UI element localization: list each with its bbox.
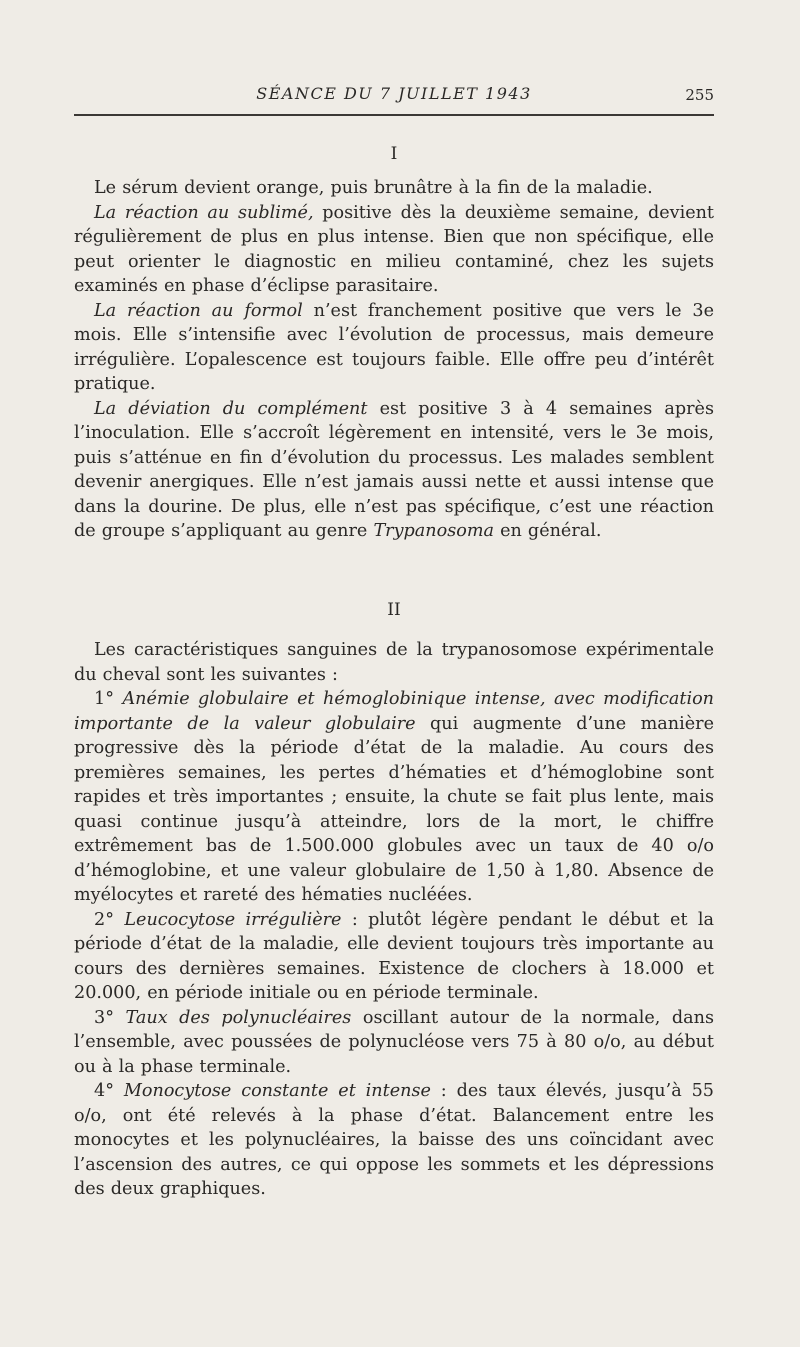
paragraph-formol-text: n’est franchement positive que vers le 3e mois. Elle s’intensifie avec l’évolution de processus, mais demeure irrégulière. L’opalescence est toujours faible. Elle offre peu d’intérêt pratique. (74, 300, 714, 394)
paragraph-serum: Le sérum devient orange, puis brunâtre à la fin de la maladie. (94, 178, 653, 198)
paragraph-complement-end: en général. (494, 521, 602, 541)
item-text: : des taux élevés, jusqu’à 55 o/o, ont été relevés à la phase d’état. Balancement entre les monocytes et les polynucléaires, la baisse des uns coïncidant avec l’ascension des autres, ce qui oppose les sommets et les dépressions des deux graphiques. (74, 1081, 714, 1199)
section-number-2: II (387, 600, 401, 620)
list-item-leucocytose (74, 908, 714, 1006)
item-number: 3° (94, 1007, 114, 1028)
term-leucocytose: Leucocytose irrégulière (124, 909, 342, 930)
genus-trypanosoma: Trypanosoma (373, 521, 494, 541)
page-header (74, 84, 714, 110)
paragraph-complement-text: est positive 3 à 4 semaines après l’inoculation. Elle s’accroît légèrement en intensité, vers le 3e mois, puis s’atténue en fin d’évolution du processus. Les malades semblent devenir anergiques. Elle n’est jamais aussi nette et aussi intense que dans la dourine. De plus, elle n’est pas spécifique, c’est une réaction de groupe s’appliquant au genre (74, 398, 714, 541)
term-formol: La réaction au formol (94, 300, 303, 321)
section-number-1: I (390, 144, 398, 164)
item-text: qui augmente d’une manière progressive dès la période d’état de la maladie. Au cours des premières semaines, les pertes d’hématies et d’hémoglobine sont rapides et très importantes ; ensuite, la chute se fait plus lente, mais quasi continue jusqu’à atteindre, lors de la mort, le chiffre extrêmement bas de 1.500.000 globules avec un taux de 40 o/o d’hémoglobine, et une valeur globulaire de 1,50 à 1,80. Absence de myélocytes et rareté des hématies nucléées. (74, 713, 714, 905)
paragraph-intro: Les caractéristiques sanguines de la trypanosomose expérimentale du cheval sont les suivantes : (74, 640, 714, 685)
header-rule (74, 114, 714, 116)
item-number: 2° (94, 909, 114, 930)
running-title: SÉANCE DU 7 JUILLET 1943 (256, 84, 532, 103)
term-complement: La déviation du complément (94, 398, 368, 419)
term-polynucleaires: Taux des polynucléaires (125, 1007, 352, 1028)
paragraph-complement (74, 397, 714, 544)
item-text: oscillant autour de la normale, dans l’ensemble, avec poussées de polynucléose vers 75 à 80 o/o, au début ou à la phase terminale. (74, 1007, 714, 1077)
item-number: 1° (94, 689, 114, 709)
paragraph-sublime-text: positive dès la deuxième semaine, devient régulièrement de plus en plus intense. Bien que non spécifique, elle peut orienter le diagnostic en milieu contaminé, chez les sujets examinés en phase d’éclipse parasitaire. (74, 202, 715, 296)
term-monocytose: Monocytose constante et intense (123, 1081, 431, 1101)
list-item-monocytose (74, 1079, 714, 1202)
list-item-anemie (74, 687, 714, 908)
section-2-body (74, 638, 714, 1202)
term-sublime: La réaction au sublimé, (94, 202, 314, 223)
list-item-polynucleaires (74, 1006, 714, 1080)
page-number: 255 (685, 86, 714, 104)
item-number: 4° (94, 1081, 114, 1101)
item-text: : plutôt légère pendant le début et la période d’état de la maladie, elle devient toujours très importante au cours des dernières semaines. Existence de clochers à 18.000 et 20.000, en période initiale ou en période terminale. (74, 909, 714, 1003)
paragraph-formol (74, 299, 714, 397)
term-anemie: Anémie globulaire et hémoglobinique intense, avec modification importante de la valeur globulaire (74, 689, 714, 734)
section-1-body (74, 176, 714, 544)
paragraph-sublime (74, 201, 714, 299)
